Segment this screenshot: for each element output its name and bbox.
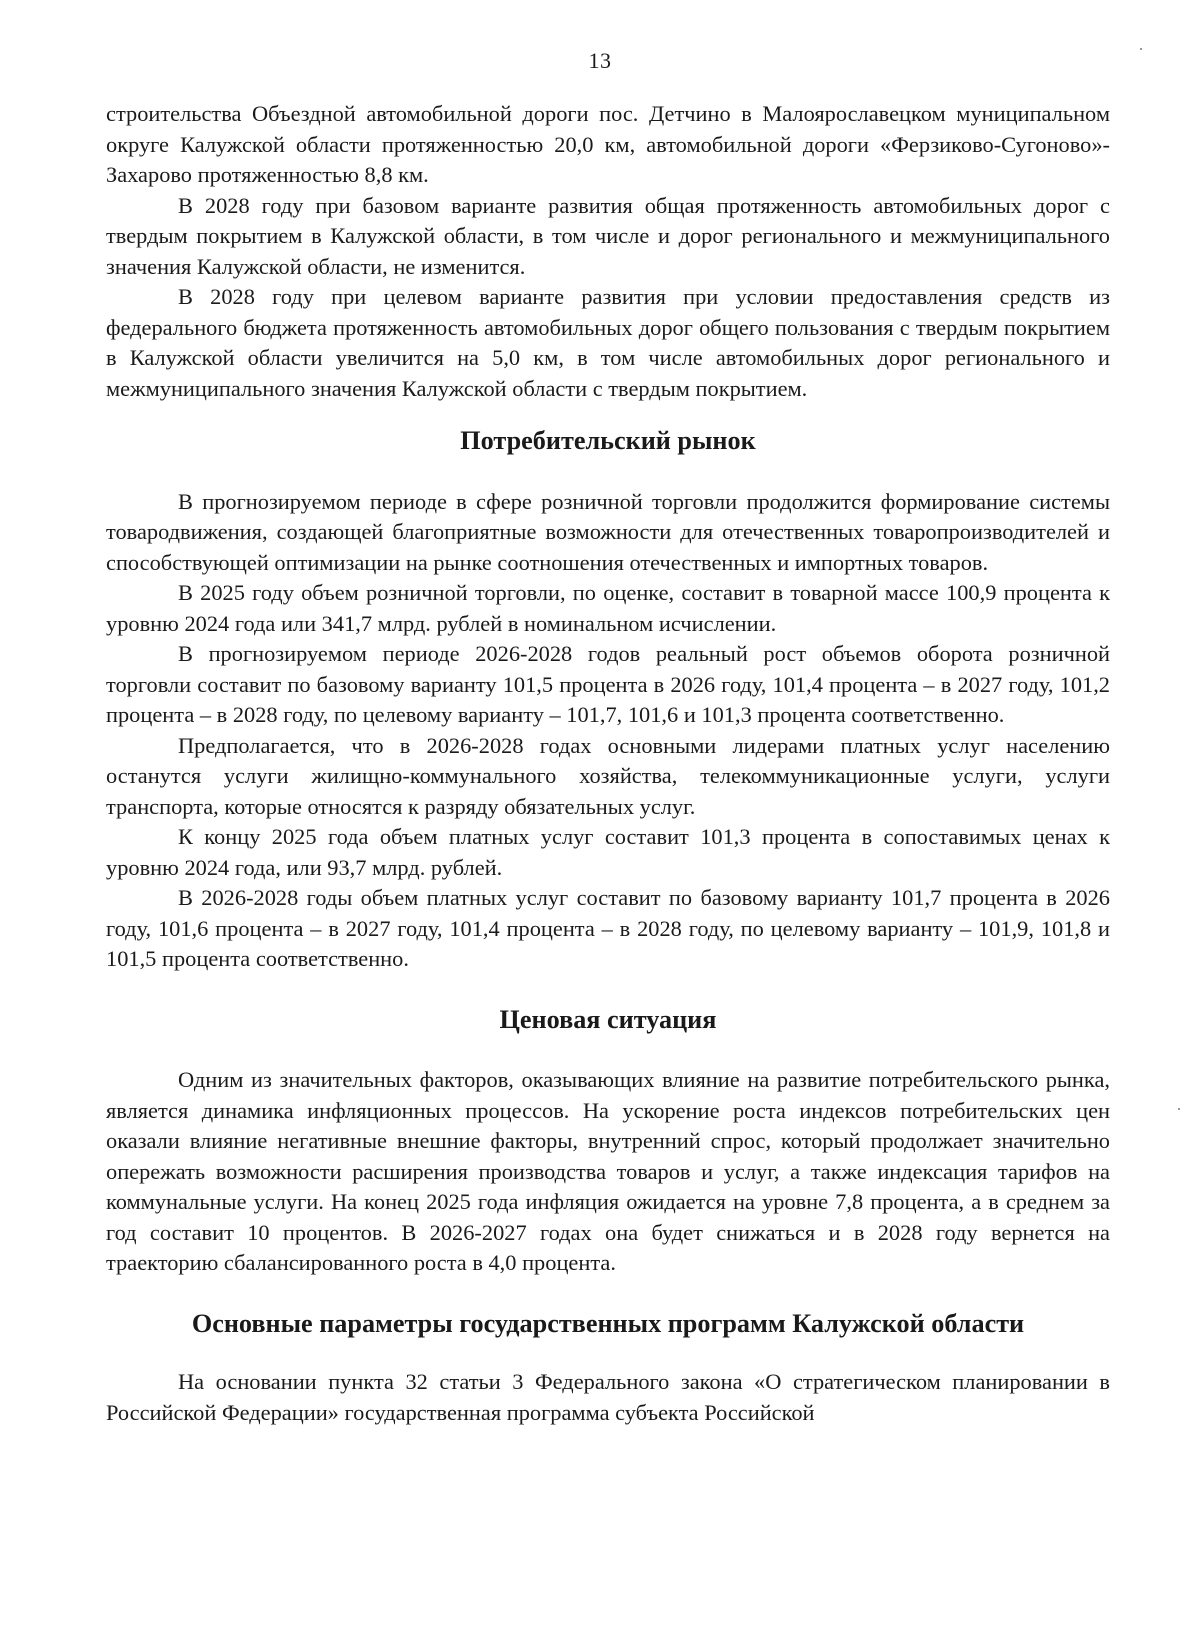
paragraph-intro-2: В 2028 году при базовом варианте развития общая протяженность автомобильных дорог с твердым покрытием в Калужской области, в том числе и дорог регионального и межмуниципального значения Калужской области, не изменится. xyxy=(106,192,1110,279)
paragraph-price-1: Одним из значительных факторов, оказывающих влияние на развитие потребительского рынка, является динамика инфляционных процессов. На ускорение роста индексов потребительских цен оказали влияние негативные внешние факторы, внутренний спрос, который продолжает значительно опережать возможности расширения производства товаров и услуг, а также индексация тарифов на коммунальные услуги. На конец 2025 года инфляция ожидается на уровне 7,8 процента, а в среднем за год составит 10 процентов. В 2026-2027 годах она будет снижаться и в 2028 году вернется на траекторию сбалансированного роста в 4,0 процента. xyxy=(106,1067,1110,1275)
paragraph-consumer-3: В прогнозируемом периоде 2026-2028 годов реальный рост объемов оборота розничной торговли составит по базовому варианту 101,5 процента в 2026 году, 101,4 процента – в 2027 году, 101,2 процента – в 2028 году, по целевому варианту – 101,7, 101,6 и 101,3 процента соответственно. xyxy=(106,641,1110,727)
document-body xyxy=(106,99,1110,1428)
scan-speck xyxy=(1140,48,1142,50)
heading-price-situation: Ценовая ситуация xyxy=(499,1004,717,1034)
paragraph-intro-3: В 2028 году при целевом варианте развития при условии предоставления средств из федерального бюджета протяженность автомобильных дорог общего пользования с твердым покрытием в Калужской области увеличится на 5,0 км, в том числе автомобильных дорог регионального и межмуниципального значения Калужской области с твердым покрытием. xyxy=(106,284,1110,401)
paragraph-consumer-1: В прогнозируемом периоде в сфере розничной торговли продолжится формирование системы товародвижения, создающей благоприятные возможности для отечественных товаропроизводителей и способствующей оптимизации на рынке соотношения отечественных и импортных товаров. xyxy=(106,488,1110,575)
heading-state-programs: Основные параметры государственных программ Калужской области xyxy=(191,1308,1025,1338)
page-number: 13 xyxy=(588,48,612,73)
paragraph-consumer-6: В 2026-2028 годы объем платных услуг составит по базовому варианту 101,7 процента в 2026 году, 101,6 процента – в 2027 году, 101,4 процента – в 2028 году, по целевому варианту – 101,9, 101,8 и 101,5 процента соответственно. xyxy=(106,885,1110,971)
heading-consumer-market: Потребительский рынок xyxy=(460,426,756,455)
scan-speck xyxy=(1178,1108,1180,1110)
paragraph-intro-1: строительства Объездной автомобильной дороги пос. Детчино в Малоярославецком муниципальном округе Калужской области протяженностью 20,0 км, автомобильной дороги «Ферзиково-Сугоново»-Захарово протяженностью 8,8 км. xyxy=(106,101,1110,187)
paragraph-consumer-4: Предполагается, что в 2026-2028 годах основными лидерами платных услуг населению останутся услуги жилищно-коммунального хозяйства, телекоммуникационные услуги, услуги транспорта, которые относятся к разряду обязательных услуг. xyxy=(106,732,1110,819)
paragraph-consumer-2: В 2025 году объем розничной торговли, по оценке, составит в товарной массе 100,9 процента к уровню 2024 года или 341,7 млрд. рублей в номинальном исчислении. xyxy=(106,580,1110,636)
paragraph-consumer-5: К концу 2025 года объем платных услуг составит 101,3 процента в сопоставимых ценах к уровню 2024 года, или 93,7 млрд. рублей. xyxy=(106,824,1110,880)
paragraph-programs-1: На основании пункта 32 статьи 3 Федерального закона «О стратегическом планировании в Российской Федерации» государственная программа субъекта Российской xyxy=(106,1369,1110,1425)
